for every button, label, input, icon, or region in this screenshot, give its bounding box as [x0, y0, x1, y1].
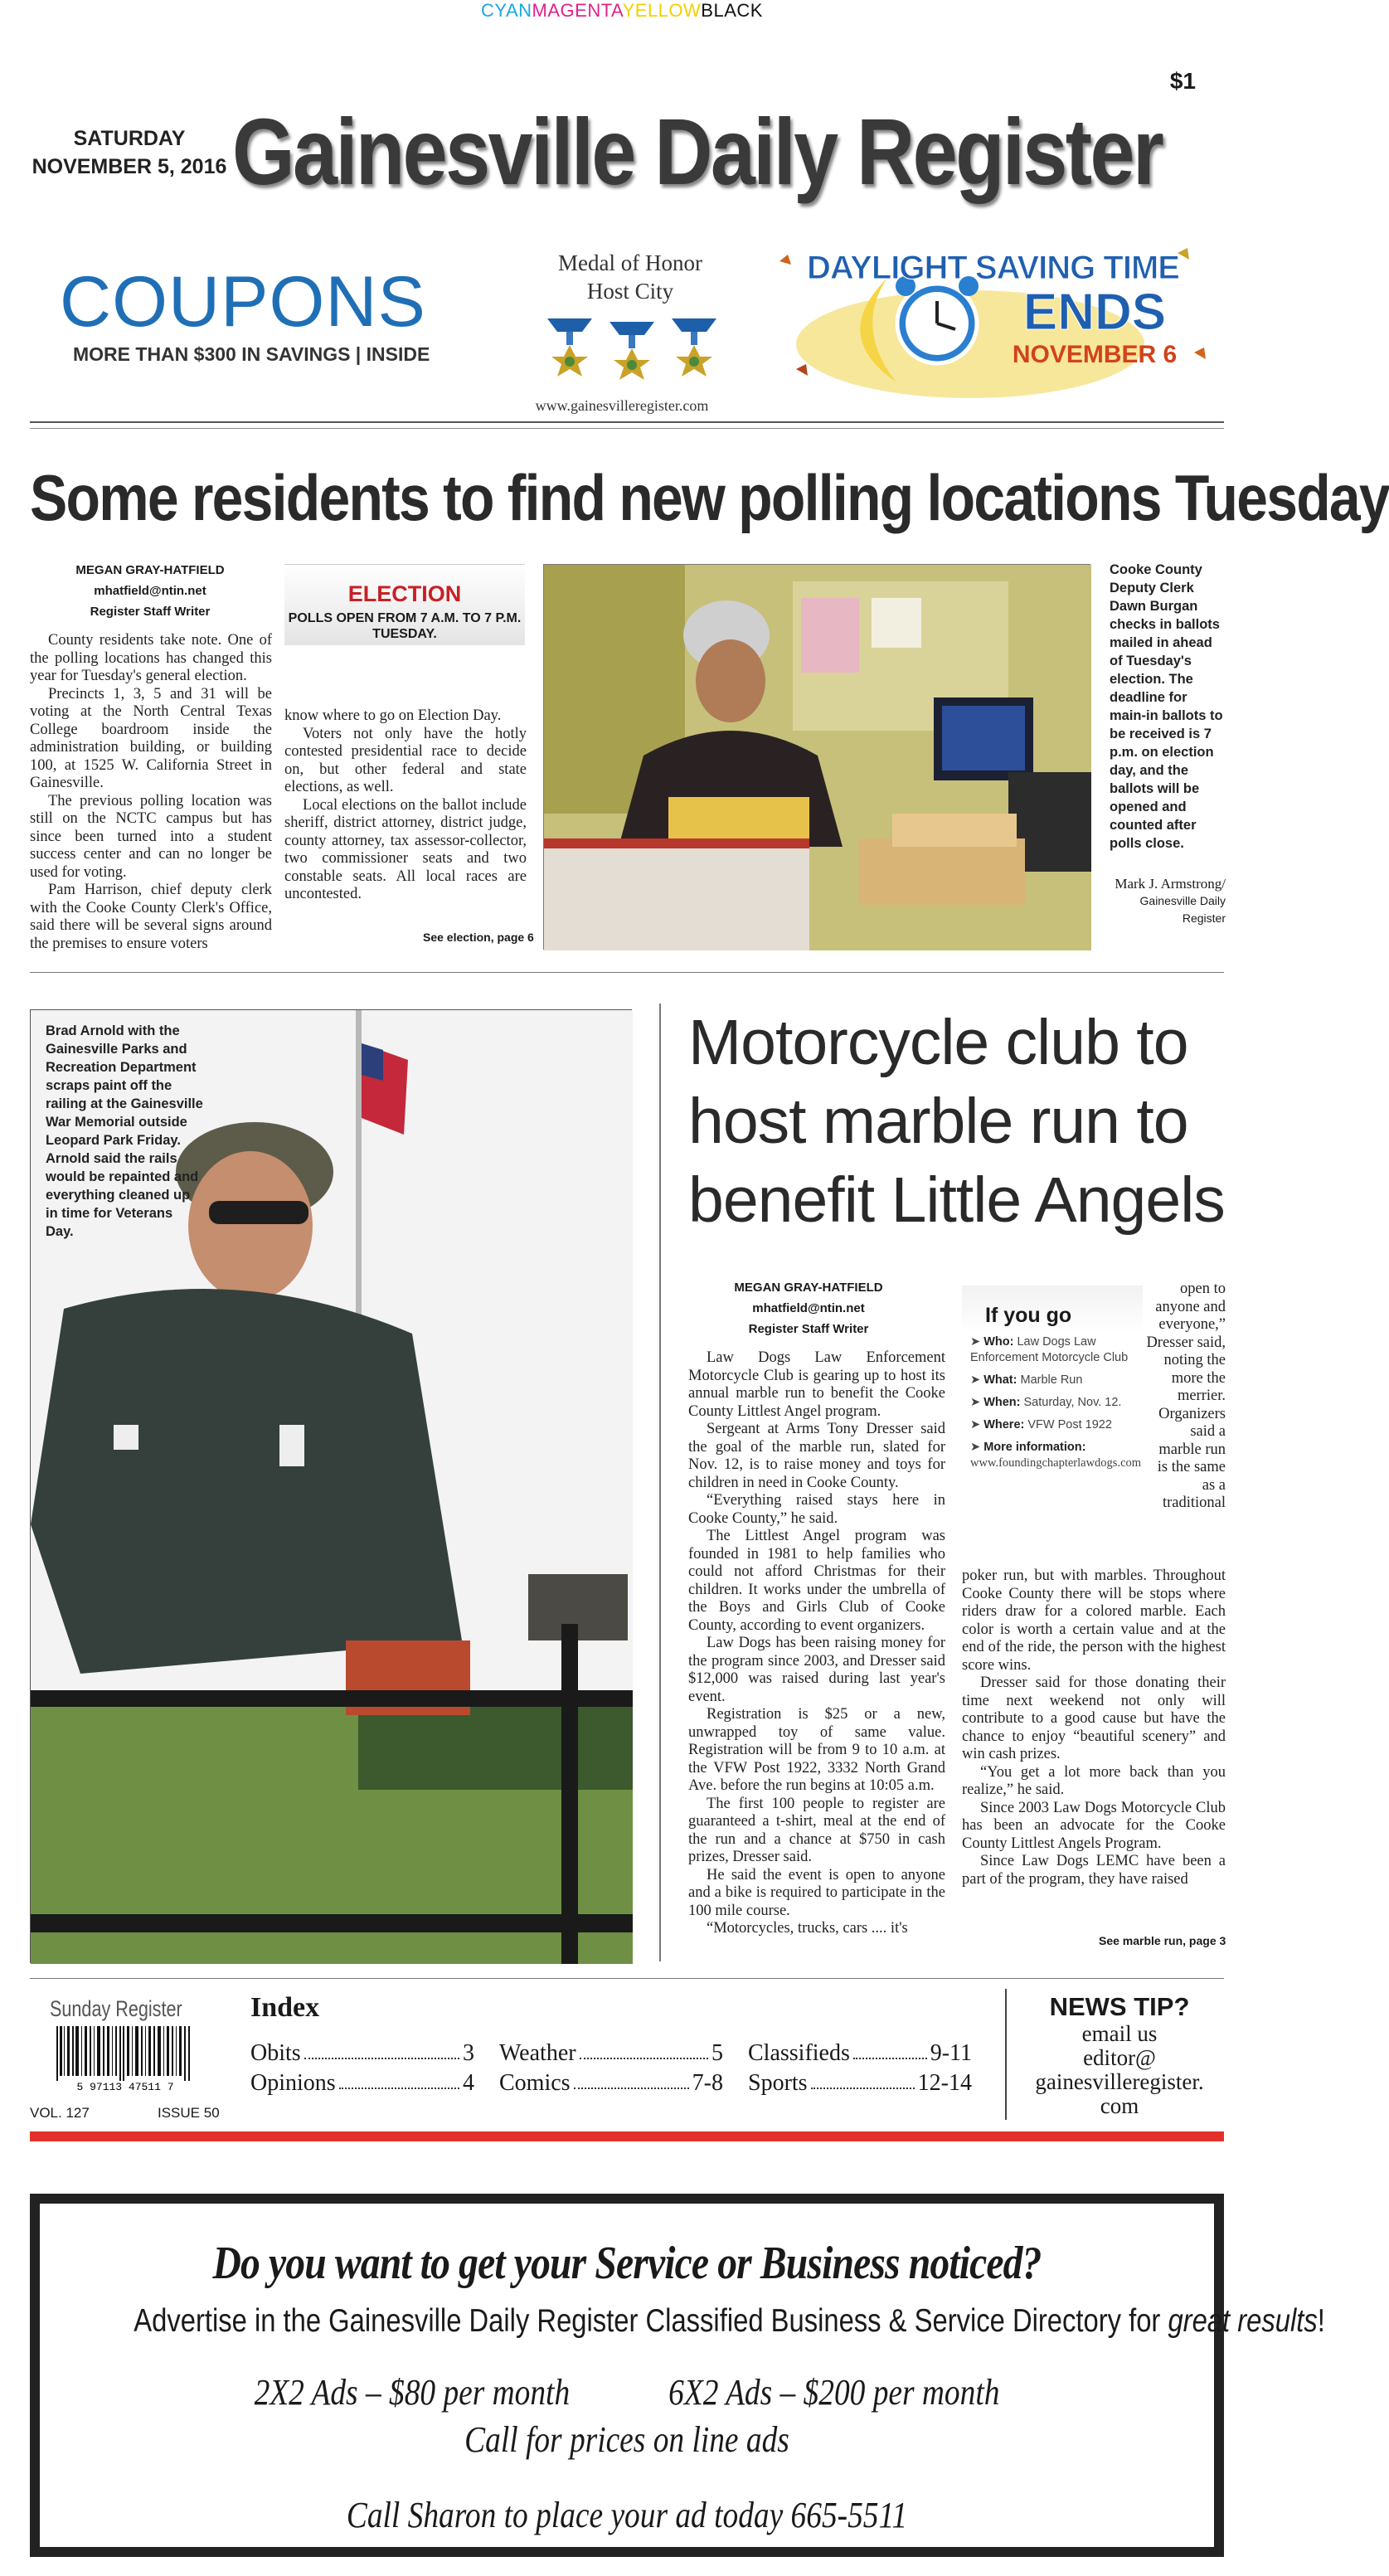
masthead-title: Gainesville Daily Register [232, 100, 1163, 204]
if-you-go-when: ➤ When: Saturday, Nov. 12. [970, 1396, 1122, 1409]
election-info-box [284, 564, 525, 645]
if-you-go-what: ➤ What: Marble Run [970, 1373, 1083, 1387]
paragraph: “Everything raised stays here in Cooke County,” he said. [688, 1492, 945, 1527]
if-you-go-box [962, 1286, 1143, 1551]
story2-photo-caption: Brad Arnold with the Gainesville Parks and Recreation Department scraps paint off the railing at the Gainesville War Memorial outside Leopard Park Friday. Arnold said the rails would be repainted and everything cleaned up in time for Veterans Day. [46, 1023, 203, 1239]
ad-line-ads: Call for prices on line ads [464, 2419, 789, 2460]
byline-email[interactable]: mhatfield@ntin.net [752, 1301, 865, 1315]
byline-title: Register Staff Writer [90, 605, 211, 619]
news-tip-line: email us [1081, 2021, 1158, 2046]
masthead-rule-2 [30, 428, 1224, 429]
story1-byline [30, 560, 270, 622]
paragraph: Precincts 1, 3, 5 and 31 will be voting at the North Central Texas College boardroom inside the administration building, or building 100, at 1525 W. California Street in Gainesville. [30, 685, 272, 791]
barcode-digits: 5 97113 47511 7 [76, 2081, 174, 2093]
paragraph: Pam Harrison, chief deputy clerk with the Cooke County Clerk's Office, said there will be several signs around the premises to ensure voters [30, 882, 272, 952]
if-you-go-where: ➤ Where: VFW Post 1922 [970, 1418, 1112, 1431]
news-tip-email[interactable]: gainesvilleregister. [1035, 2069, 1204, 2094]
paragraph: The first 100 people to register are guaranteed a t-shirt, meal at the end of the run and a chance at $750 in cash prizes, Dresser said. [688, 1795, 945, 1865]
paragraph-continued: open to anyone and everyone,” Dresser said, noting the more the merrier. [1146, 1281, 1226, 1404]
website-url[interactable]: www.gainesvilleregister.com [535, 397, 709, 414]
dateline-date: NOVEMBER 5, 2016 [32, 155, 227, 178]
news-tip-box [1008, 1992, 1231, 2118]
headline-line: benefit Little Angels [688, 1164, 1225, 1236]
print-color-bar [0, 0, 1244, 22]
byline-name: MEGAN GRAY-HATFIELD [75, 563, 225, 577]
news-tip-email[interactable]: com [1100, 2093, 1139, 2118]
story1-photo-credit [1111, 875, 1226, 927]
byline-email[interactable]: mhatfield@ntin.net [94, 584, 206, 598]
news-tip-title: NEWS TIP? [1049, 1992, 1190, 2021]
color-magenta: MAGENTA [532, 0, 623, 21]
paragraph: Dresser said for those donating their time next weekend not only will contribute to a good cause but have the chance to enjoy “beautiful scenery” and win cash prizes. [962, 1674, 1226, 1762]
story2-byline [688, 1277, 929, 1339]
dst-line3: NOVEMBER 6 [1012, 341, 1178, 368]
dst-line1: DAYLIGHT SAVING TIME [807, 250, 1179, 286]
section-rule [30, 972, 1224, 973]
story1-photo [543, 564, 1090, 950]
story1-headline[interactable]: Some residents to find new polling locations Tuesday [30, 461, 1389, 534]
story2-headline[interactable] [688, 1004, 1227, 1240]
headline-line: Motorcycle club to [688, 1007, 1188, 1078]
story1-photo-caption: Cooke County Deputy Clerk Dawn Burgan checks in ballots mailed in ahead of Tuesday's election. The deadline for main-in ballots to be received is 7 p.m. on election day, and the ballots will be opened and counted after polls close. [1110, 562, 1223, 851]
election-box-text: POLLS OPEN FROM 7 A.M. TO 7 P.M. TUESDAY. [288, 611, 522, 641]
clerk-photo-image [544, 565, 1091, 950]
volume-number: VOL. 127 [30, 2105, 90, 2121]
index-entry-classifieds[interactable]: Classifieds 9-11 [748, 2040, 972, 2066]
newstip-divider [1005, 1989, 1007, 2120]
story1-column-1 [30, 632, 272, 953]
paragraph-continued: poker run, but with marbles. Throughout Cooke County there will be stops where riders draw for a colored marble. Each color is worth a certain value and at the end of the ride, the person with the highest score wins. [962, 1567, 1226, 1674]
paragraph: Since Law Dogs LEMC have been a part of the program, they have raised [962, 1853, 1226, 1888]
index-entry-opinions[interactable]: Opinions 4 [250, 2070, 474, 2096]
ad-description: Advertise in the Gainesville Daily Register Classified Business & Service Directory for great results! [134, 2303, 1325, 2339]
index-entry-sports[interactable]: Sports 12-14 [748, 2070, 972, 2096]
index-rule [30, 1978, 1224, 1979]
paragraph: Organizers said a marble run is the same as a traditional [1157, 1405, 1226, 1511]
byline-name: MEGAN GRAY-HATFIELD [734, 1281, 883, 1295]
news-tip-email[interactable]: editor@ [1083, 2045, 1156, 2070]
barcode-icon [51, 2026, 199, 2091]
paragraph: The previous polling location was still on the NCTC campus but has since been turned into a student success center and can no longer be used for voting. [30, 792, 272, 881]
event-website-link[interactable]: www.foundingchapterlawdogs.com [970, 1456, 1142, 1470]
story2-column-2 [962, 1567, 1226, 1888]
election-box-title: ELECTION [347, 581, 462, 606]
photo-credit-name: Mark J. Armstrong/ [1115, 876, 1226, 892]
paragraph: He said the event is open to anyone and a bike is required to participate in the 100 mile course. [688, 1866, 945, 1919]
issue-number: ISSUE 50 [158, 2105, 220, 2121]
story2-column-1 [688, 1349, 945, 1938]
index-entry-comics[interactable]: Comics 7-8 [499, 2070, 723, 2096]
if-you-go-title: If you go [985, 1304, 1072, 1327]
ad-call-to-action: Call Sharon to place your ad today 665-5511 [346, 2495, 908, 2535]
if-you-go-more: ➤ More information: www.foundingchapterlawdogs.com [970, 1441, 1142, 1470]
index-entry-obits[interactable]: Obits 3 [250, 2040, 474, 2066]
paragraph: County residents take note. One of the polling locations has changed this year for Tuesday's general election. [30, 632, 272, 684]
dateline [30, 124, 229, 181]
paragraph: Registration is $25 or a new, unwrapped toy of same value. Registration will be from 9 to 10 a.m. at the VFW Post 1922, 3332 North Grand Ave. before the run begins at 10:05 a.m. [688, 1706, 945, 1794]
coupons-promo-title[interactable]: COUPONS [60, 262, 426, 342]
index-entry-weather[interactable]: Weather 5 [499, 2040, 723, 2066]
sunday-register-label: Sunday Register [50, 1996, 182, 2021]
ad-price-2x2: 2X2 Ads – $80 per month [254, 2372, 571, 2413]
medal-of-honor-promo [531, 249, 730, 305]
masthead-rule [30, 421, 1224, 423]
daylight-saving-promo[interactable] [763, 228, 1223, 394]
paragraph: Law Dogs Law Enforcement Motorcycle Club is gearing up to host its annual marble run to benefit the Cooke County Littlest Angel program. [688, 1349, 945, 1420]
paragraph: Sergeant at Arms Tony Dresser said the goal of the marble run, slated for Nov. 12, is to raise money and toys for children in need in Cooke County. [688, 1421, 945, 1491]
index-title: Index [250, 1992, 320, 2023]
ad-prices [128, 2371, 1126, 2413]
paragraph: Since 2003 Law Dogs Motorcycle Club has been an advocate for the Cooke County Littlest Angels Program. [962, 1799, 1226, 1852]
ad-headline: Do you want to get your Service or Business noticed? [212, 2238, 1042, 2289]
paragraph: “You get a lot more back than you realize,” he said. [962, 1763, 1226, 1798]
color-yellow: YELLOW [622, 0, 702, 21]
photo-credit-org: Gainesville Daily Register [1139, 894, 1226, 925]
paragraph: The Littlest Angel program was founded in 1981 to help families who could not afford Christmas for their children. It works under the umbrella of the Boys and Girls Club of Cooke County, according to event organizers. [688, 1528, 945, 1634]
color-cyan: CYAN [481, 0, 532, 21]
byline-title: Register Staff Writer [748, 1322, 869, 1336]
medals-icon [541, 313, 723, 388]
paragraph: “Motorcycles, trucks, cars .... it's [707, 1920, 908, 1937]
paragraph: Local elections on the ballot include sheriff, district attorney, district judge, county attorney, tax assessor-collector, two commissioner seats and two constable seats. All local races are uncontested. [284, 796, 527, 902]
story2-column-2-top [1146, 1281, 1226, 1513]
medal-of-honor-line2: Host City [586, 279, 674, 304]
color-black: BLACK [701, 0, 763, 21]
story1-jump-link[interactable]: See election, page 6 [423, 931, 534, 944]
coupons-promo-subtitle: MORE THAN $300 IN SAVINGS | INSIDE [73, 343, 430, 365]
paragraph: Law Dogs has been raising money for the program since 2003, and Dresser said $12,000 was raised during last year's event. [688, 1635, 945, 1705]
dst-line2: ENDS [1022, 284, 1167, 341]
dateline-day: SATURDAY [73, 127, 186, 150]
classified-ad-box[interactable] [30, 2194, 1325, 2557]
if-you-go-who: ➤ Who: Law Dogs Law Enforcement Motorcycle Club [970, 1335, 1129, 1364]
headline-line: host marble run to [688, 1086, 1188, 1157]
story1-column-2 [284, 707, 527, 904]
accent-bar [30, 2131, 1224, 2141]
paragraph-continued: know where to go on Election Day. [284, 707, 502, 724]
story2-jump-link[interactable]: See marble run, page 3 [1099, 1934, 1226, 1947]
paragraph: Voters not only have the hotly contested presidential race to decide on, but other federal and state elections, as well. [284, 725, 527, 795]
price: $1 [1169, 68, 1196, 94]
column-divider [659, 1004, 661, 1961]
medal-of-honor-line1: Medal of Honor [558, 250, 702, 275]
ad-price-6x2: 6X2 Ads – $200 per month [668, 2372, 1000, 2413]
